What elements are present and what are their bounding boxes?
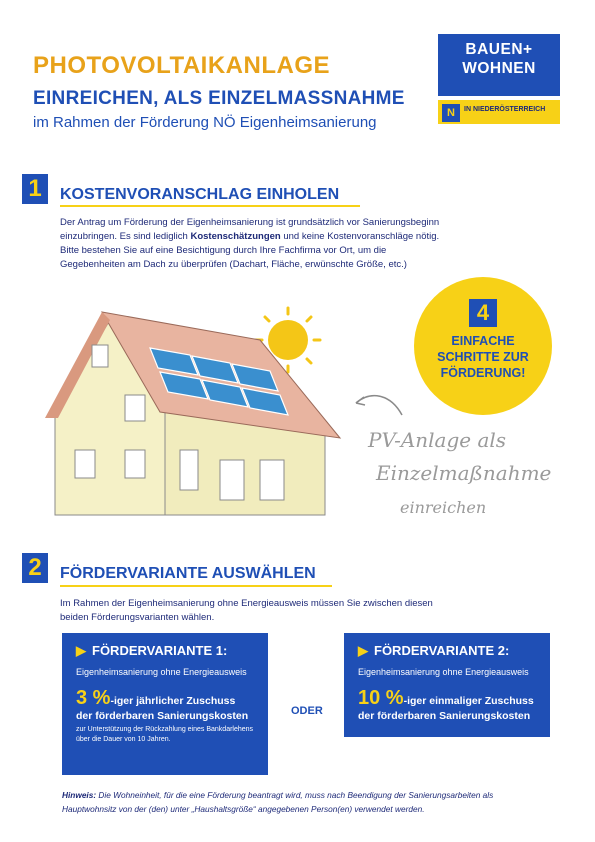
footnote-text: Die Wohneinheit, für die eine Förderung beantragt wird, muss nach Beendigung der Sanierungsarbeiten als Hauptwohnsitz von der (den) unter „Haushaltsgröße“ angegebenen Person(en) verwendet werden. (62, 790, 494, 814)
section-1-title: KOSTENVORANSCHLAG EINHOLEN (60, 186, 340, 203)
section-1-text (60, 216, 450, 272)
variant-2-line1: -iger einmaliger Zuschuss (403, 695, 534, 707)
step-1-number: 1 (22, 174, 48, 204)
play-triangle-icon: ▶ (76, 643, 86, 658)
play-triangle-icon: ▶ (358, 643, 368, 658)
noe-badge-icon: N (442, 104, 460, 122)
variant-2-percent: 10 % (358, 687, 404, 709)
badge-text (414, 333, 552, 381)
variant-1-heading-text: FÖRDERVARIANTE 1: (92, 643, 228, 658)
house-illustration (40, 300, 370, 535)
logo-line2: WOHNEN (462, 60, 536, 77)
bauen-wohnen-logo (438, 34, 560, 126)
badge-line1: EINFACHE (451, 334, 515, 348)
section-2-title: FÖRDERVARIANTE AUSWÄHLEN (60, 565, 316, 582)
section-1-text-part2: und keine Kostenvoranschläge nötig. Bitte bestehen Sie auf eine Besichtigung durch Ihre Fachfirma vor Ort, um die Gegebenheiten am Dach zu überprüfen (Dachart, Fläche, erwünschte Größe, etc.) (60, 231, 440, 270)
badge-number: 4 (469, 299, 497, 327)
page-subtitle: EINREICHEN, ALS EINZELMASSNAHME (33, 88, 405, 109)
handwriting-line1: PV-Anlage als (368, 428, 507, 452)
variant-2-box (344, 633, 550, 737)
section-2-text: Im Rahmen der Eigenheimsanierung ohne Energieausweis müssen Sie zwischen diesen beiden Förderungsvarianten wählen. (60, 598, 433, 623)
badge-line2: SCHRITTE ZUR (437, 350, 529, 364)
handwriting-line2: Einzelmaßnahme (376, 461, 552, 485)
variant-1-small: zur Unterstützung der Rückzahlung eines Bankdarlehens über die Dauer von 10 Jahren. (76, 726, 254, 743)
variant-1-line1: -iger jährlicher Zuschuss (110, 695, 236, 707)
page-tagline: im Rahmen der Förderung NÖ Eigenheimsanierung (33, 114, 377, 131)
logo-line1: BAUEN+ (465, 41, 533, 58)
variant-2-sub: Eigenheimsanierung ohne Energieausweis (358, 667, 529, 677)
handwriting-line3: einreichen (400, 498, 487, 517)
variant-2-body (358, 687, 544, 722)
variant-1-box (62, 633, 268, 775)
variant-1-heading (76, 643, 227, 659)
footnote-label: Hinweis: (62, 790, 97, 800)
logo-region: IN NIEDERÖSTERREICH (464, 106, 546, 113)
variant-2-heading-text: FÖRDERVARIANTE 2: (374, 643, 510, 658)
variant-1-body (76, 687, 262, 745)
section-1-divider (60, 205, 360, 207)
section-1-text-part1: Der Antrag um Förderung der Eigenheimsanierung ist grundsätzlich vor Sanierungsbeginn einzubringen. Es sind lediglich (60, 217, 440, 242)
variant-1-percent: 3 % (76, 687, 111, 709)
section-2-divider (60, 585, 332, 587)
or-label: ODER (291, 705, 323, 717)
step-2-number: 2 (22, 553, 48, 583)
curved-arrow-icon (350, 385, 410, 425)
logo-region-bar (438, 100, 560, 124)
logo-wordmark (438, 34, 560, 96)
variant-2-line2: der förderbaren Sanierungskosten (358, 710, 531, 722)
variant-1-line2: der förderbaren Sanierungskosten (76, 710, 249, 722)
four-steps-badge (414, 277, 552, 415)
badge-line3: FÖRDERUNG! (440, 366, 526, 380)
variant-2-heading (358, 643, 509, 659)
variant-1-sub: Eigenheimsanierung ohne Energieausweis (76, 667, 247, 677)
page-title: PHOTOVOLTAIKANLAGE (33, 52, 330, 79)
section-1-text-bold: Kostenschätzungen (190, 231, 281, 242)
footnote (62, 788, 542, 816)
